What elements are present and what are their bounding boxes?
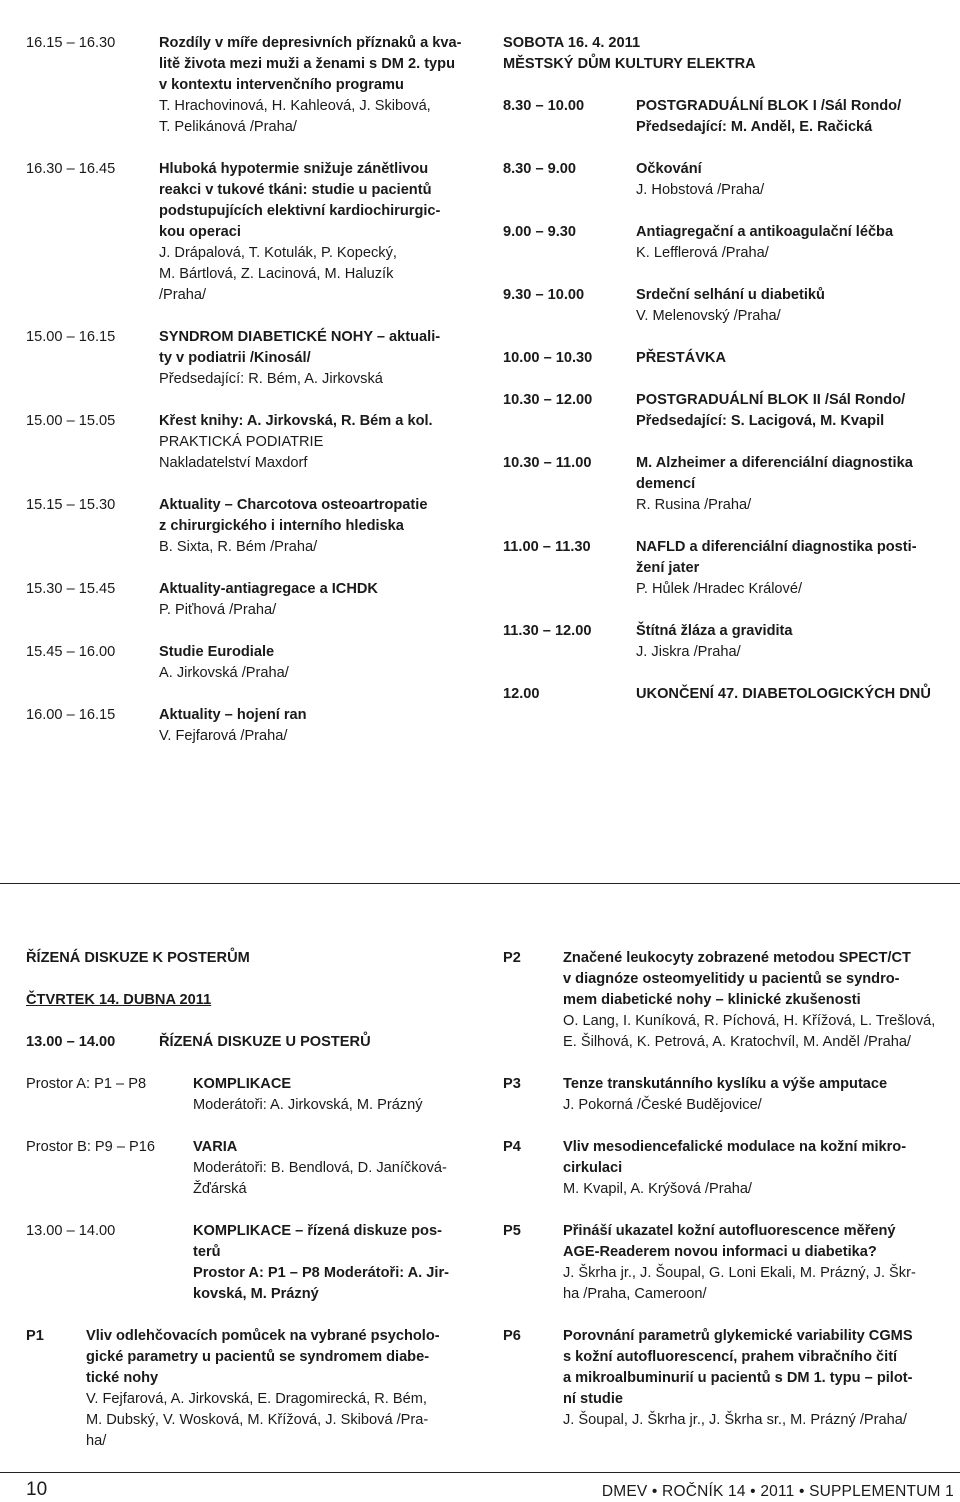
entry-title-line: tické nohy: [86, 1370, 159, 1386]
poster-session: [26, 1032, 478, 1053]
program-entry: [503, 222, 958, 264]
entry-author-line: V. Fejfarová /Praha/: [159, 728, 288, 744]
entry-title-line: Štítná žláza a gravidita: [636, 623, 793, 639]
entry-description: [636, 453, 958, 516]
entry-title-line: reakci v tukové tkáni: studie u pacientů: [159, 182, 432, 198]
page-number: 10: [26, 1479, 48, 1500]
poster-code: P6: [503, 1328, 521, 1344]
entry-time: 8.30 – 10.00: [503, 98, 585, 114]
program-entry: [26, 411, 478, 474]
entry-author-line: T. Pelikánová /Praha/: [159, 119, 297, 135]
poster-code: P3: [503, 1076, 521, 1092]
entry-description: [193, 1221, 478, 1305]
section-divider: [0, 883, 960, 884]
day-heading: SOBOTA 16. 4. 2011: [503, 35, 641, 51]
entry-description: [636, 537, 958, 600]
entry-time: 10.00 – 10.30: [503, 350, 593, 366]
program-entry: [26, 159, 478, 306]
entry-description: [636, 222, 958, 264]
entry-title-line: Značené leukocyty zobrazené metodou SPECT/CT: [563, 950, 911, 966]
poster-discussion-column-right: [503, 948, 958, 1431]
entry-title-line: UKONČENÍ 47. DIABETOLOGICKÝCH DNŮ: [636, 686, 931, 702]
entry-title-line: žení jater: [636, 560, 700, 576]
program-entry: [503, 453, 958, 516]
entry-author-line: P. Hůlek /Hradec Králové/: [636, 581, 803, 597]
poster-discussion-column-left: [26, 948, 478, 1452]
entry-author-line: J. Šoupal, J. Škrha jr., J. Škrha sr., M. Prázný /Praha/: [563, 1412, 907, 1428]
entry-author-line: /Praha/: [159, 287, 207, 303]
entry-title-line: Hluboká hypotermie snižuje zánětlivou: [159, 161, 429, 177]
entry-time: 16.30 – 16.45: [26, 161, 116, 177]
entry-author-line: V. Fejfarová, A. Jirkovská, E. Dragomirecká, R. Bém,: [86, 1391, 427, 1407]
entry-title-line: demencí: [636, 476, 696, 492]
entry-title-line: kovská, M. Prázný: [193, 1286, 319, 1302]
saturday-entries: [503, 96, 958, 705]
entry-title-line: KOMPLIKACE: [193, 1076, 292, 1092]
entry-description: [563, 948, 958, 1053]
entry-time: 12.00: [503, 686, 540, 702]
entry-title-line: s kožní autofluorescencí, prahem vibračního čití: [563, 1349, 898, 1365]
entry-title-line: Porovnání parametrů glykemické variability CGMS: [563, 1328, 913, 1344]
program-entry: [503, 537, 958, 600]
entry-description: [636, 390, 958, 432]
entry-time: 9.00 – 9.30: [503, 224, 577, 240]
poster-code: P5: [503, 1223, 521, 1239]
entry-description: [159, 33, 478, 138]
entry-author-line: M. Bártlová, Z. Lacinová, M. Haluzík: [159, 266, 394, 282]
entry-time: 16.15 – 16.30: [26, 35, 116, 51]
entry-title-line: Srdeční selhání u diabetiků: [636, 287, 825, 303]
entry-author-line: O. Lang, I. Kuníková, R. Píchová, H. Křížová, L. Trešlová,: [563, 1013, 936, 1029]
entry-title-line: SYNDROM DIABETICKÉ NOHY – aktuali-: [159, 329, 441, 345]
entry-title-line: Aktuality – Charcotova osteoartropatie: [159, 497, 428, 513]
entry-author-line: E. Šilhová, K. Petrová, A. Kratochvíl, M. Anděl /Praha/: [563, 1034, 911, 1050]
entry-title-line: a mikroalbuminurií u pacientů s DM 1. typu – pilot-: [563, 1370, 913, 1386]
program-entry: [26, 327, 478, 390]
entry-author-line: M. Kvapil, A. Krýšová /Praha/: [563, 1181, 752, 1197]
entry-author-line: J. Hobstová /Praha/: [636, 182, 765, 198]
entry-title-line: Aktuality-antiagregace a ICHDK: [159, 581, 378, 597]
entry-description: [563, 1326, 958, 1431]
entry-title-line: POSTGRADUÁLNÍ BLOK I /Sál Rondo/: [636, 98, 902, 114]
entry-title-line: Prostor A: P1 – P8 Moderátoři: A. Jir-: [193, 1265, 449, 1281]
entry-title-line: v kontextu intervenčního programu: [159, 77, 404, 93]
entry-title-line: ní studie: [563, 1391, 623, 1407]
entry-author-line: R. Rusina /Praha/: [636, 497, 752, 513]
entry-description: [636, 348, 958, 369]
entry-title-line: PŘESTÁVKA: [636, 350, 727, 366]
poster-entry: [503, 1326, 958, 1431]
journal-footer: DMEV • ROČNÍK 14 • 2011 • SUPPLEMENTUM 1: [601, 1483, 954, 1500]
room-label: Prostor A: P1 – P8: [26, 1076, 147, 1092]
entry-author-line: P. Piťhová /Praha/: [159, 602, 277, 618]
entry-title-line: VARIA: [193, 1139, 238, 1155]
poster-session-title: ŘÍZENÁ DISKUZE U POSTERŮ: [159, 1034, 371, 1050]
poster-code: P1: [26, 1328, 44, 1344]
entry-description: [159, 411, 478, 474]
poster-rooms: [26, 1074, 478, 1305]
poster-room: [26, 1221, 478, 1305]
entry-author-line: A. Jirkovská /Praha/: [159, 665, 289, 681]
program-entry: [503, 684, 958, 705]
entry-author-line: K. Lefflerová /Praha/: [636, 245, 769, 261]
entry-time: 15.00 – 16.15: [26, 329, 116, 345]
entry-title-line: AGE-Readerem novou informaci u diabetika?: [563, 1244, 877, 1260]
entry-time: 10.30 – 12.00: [503, 392, 593, 408]
entry-title-line: gické parametry u pacientů se syndromem diabe-: [86, 1349, 430, 1365]
poster-entry: [503, 1137, 958, 1200]
poster-entry: [503, 948, 958, 1053]
entry-description: [636, 96, 958, 138]
poster-p1: [26, 1326, 478, 1452]
entry-title-line: Antiagregační a antikoagulační léčba: [636, 224, 894, 240]
entry-title-line: cirkulaci: [563, 1160, 623, 1176]
entry-time: 10.30 – 11.00: [503, 455, 592, 471]
entry-description: [636, 684, 958, 705]
program-entry: [503, 348, 958, 369]
entry-description: [563, 1074, 958, 1116]
poster-heading: ŘÍZENÁ DISKUZE K POSTERŮM: [26, 950, 250, 966]
program-entry: [26, 705, 478, 747]
entry-description: [636, 159, 958, 201]
entry-time: 15.45 – 16.00: [26, 644, 116, 660]
entry-title-line: z chirurgického i interního hlediska: [159, 518, 404, 534]
entry-title-line: KOMPLIKACE – řízená diskuze pos-: [193, 1223, 442, 1239]
entry-author-line: Nakladatelství Maxdorf: [159, 455, 308, 471]
poster-room: [26, 1074, 478, 1116]
entry-author-line: B. Sixta, R. Bém /Praha/: [159, 539, 318, 555]
program-entry: [26, 495, 478, 558]
entry-description: [159, 327, 478, 390]
entry-title-line: Aktuality – hojení ran: [159, 707, 307, 723]
entry-title-line: Vliv mesodiencefalické modulace na kožní mikro-: [563, 1139, 907, 1155]
room-label: 13.00 – 14.00: [26, 1223, 116, 1239]
entry-time: 8.30 – 9.00: [503, 161, 577, 177]
entry-time: 16.00 – 16.15: [26, 707, 116, 723]
entry-description: [159, 579, 478, 621]
entry-title-line: kou operaci: [159, 224, 241, 240]
entry-title-line: v diagnóze osteomyelitidy u pacientů se syndro-: [563, 971, 900, 987]
entry-author-line: Žďárská: [193, 1181, 247, 1197]
entry-description: [193, 1074, 478, 1116]
entry-title-line: Předsedající: S. Lacigová, M. Kvapil: [636, 413, 885, 429]
entry-title-line: Přináší ukazatel kožní autofluorescence měřený: [563, 1223, 896, 1239]
program-entry: [26, 642, 478, 684]
entry-description: [159, 642, 478, 684]
entry-author-line: Moderátoři: A. Jirkovská, M. Prázný: [193, 1097, 423, 1113]
entry-author-line: J. Škrha jr., J. Šoupal, G. Loni Ekali, M. Prázný, J. Škr-: [563, 1265, 916, 1281]
poster-session-time: 13.00 – 14.00: [26, 1034, 116, 1050]
entry-author-line: J. Jiskra /Praha/: [636, 644, 741, 660]
poster-entry: [26, 1326, 478, 1452]
entry-description: [86, 1326, 478, 1452]
program-entry: [26, 33, 478, 138]
poster-room: [26, 1137, 478, 1200]
poster-code: P2: [503, 950, 521, 966]
entry-title-line: Rozdíly v míře depresivních příznaků a kva-: [159, 35, 462, 51]
entry-time: 11.30 – 12.00: [503, 623, 592, 639]
program-entry: [503, 159, 958, 201]
entry-title-line: Očkování: [636, 161, 702, 177]
program-entry: [503, 96, 958, 138]
entry-author-line: M. Dubský, V. Wosková, M. Křížová, J. Skibová /Pra-: [86, 1412, 429, 1428]
program-entry: [503, 621, 958, 663]
program-entry: [503, 390, 958, 432]
entry-title-line: POSTGRADUÁLNÍ BLOK II /Sál Rondo/: [636, 392, 906, 408]
entry-description: [159, 495, 478, 558]
program-column-left: [26, 33, 478, 747]
entry-description: [636, 285, 958, 327]
entry-description: [159, 705, 478, 747]
entry-time: 15.15 – 15.30: [26, 497, 116, 513]
program-entry: [503, 285, 958, 327]
entry-title-line: Předsedající: M. Anděl, E. Račická: [636, 119, 873, 135]
venue-heading: MĚSTSKÝ DŮM KULTURY ELEKTRA: [503, 56, 756, 72]
entry-description: [636, 621, 958, 663]
entry-title-line: M. Alzheimer a diferenciální diagnostika: [636, 455, 913, 471]
poster-entry: [503, 1074, 958, 1116]
poster-entry: [503, 1221, 958, 1305]
entry-title-line: NAFLD a diferenciální diagnostika posti-: [636, 539, 917, 555]
program-column-right: [503, 33, 958, 705]
entry-time: 9.30 – 10.00: [503, 287, 585, 303]
entry-description: [193, 1137, 478, 1200]
entry-author-line: Moderátoři: B. Bendlová, D. Janíčková-: [193, 1160, 447, 1176]
entry-time: 11.00 – 11.30: [503, 539, 591, 555]
entry-author-line: PRAKTICKÁ PODIATRIE: [159, 434, 324, 450]
entry-title-line: ty v podiatrii /Kinosál/: [159, 350, 311, 366]
entry-title-line: mem diabetické nohy – klinické zkušenosti: [563, 992, 861, 1008]
entry-description: [563, 1137, 958, 1200]
entry-author-line: ha/: [86, 1433, 107, 1449]
entry-title-line: Křest knihy: A. Jirkovská, R. Bém a kol.: [159, 413, 433, 429]
footer-divider: [0, 1472, 960, 1473]
entry-author-line: ha /Praha, Cameroon/: [563, 1286, 707, 1302]
entry-title-line: litě života mezi muži a ženami s DM 2. typu: [159, 56, 456, 72]
entry-title-line: Tenze transkutánního kyslíku a výše amputace: [563, 1076, 888, 1092]
entry-title-line: podstupujících elektivní kardiochirurgic-: [159, 203, 441, 219]
poster-code: P4: [503, 1139, 521, 1155]
entry-description: [159, 159, 478, 306]
room-label: Prostor B: P9 – P16: [26, 1139, 155, 1155]
entry-author-line: J. Drápalová, T. Kotulák, P. Kopecký,: [159, 245, 397, 261]
entry-title-line: Vliv odlehčovacích pomůcek na vybrané psycholo-: [86, 1328, 440, 1344]
entry-description: [563, 1221, 958, 1305]
entry-author-line: J. Pokorná /České Budějovice/: [563, 1097, 762, 1113]
entry-author-line: T. Hrachovinová, H. Kahleová, J. Skibová,: [159, 98, 431, 114]
program-entry: [26, 579, 478, 621]
entry-author-line: V. Melenovský /Praha/: [636, 308, 781, 324]
entry-time: 15.00 – 15.05: [26, 413, 116, 429]
entry-author-line: Předsedající: R. Bém, A. Jirkovská: [159, 371, 383, 387]
poster-day: ČTVRTEK 14. DUBNA 2011: [26, 992, 212, 1008]
entry-title-line: terů: [193, 1244, 221, 1260]
entry-time: 15.30 – 15.45: [26, 581, 116, 597]
entry-title-line: Studie Eurodiale: [159, 644, 275, 660]
